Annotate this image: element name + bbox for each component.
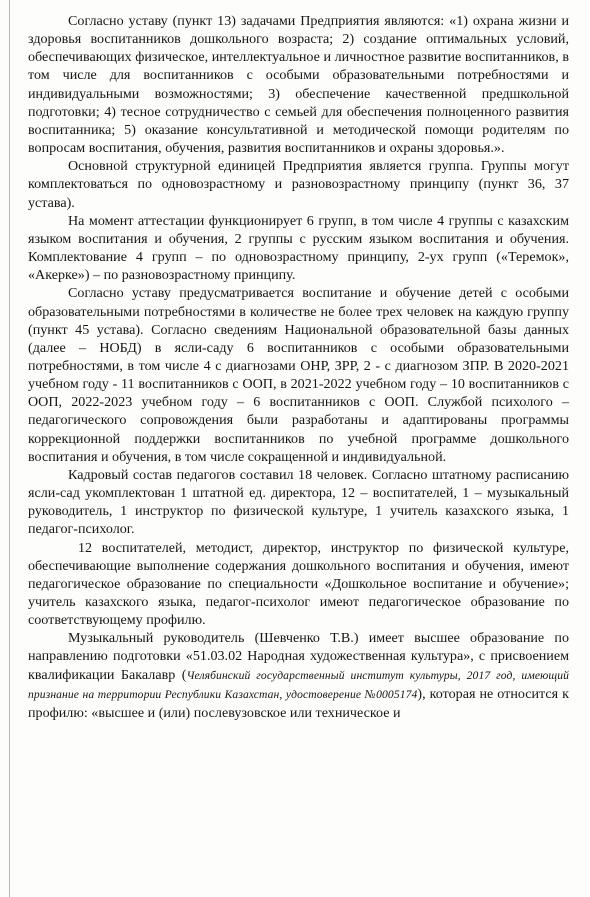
paragraph-charter-tasks: Согласно уставу (пункт 13) задачами Предприятия являются: «1) охрана жизни и здоровья воспитанников дошкольного возраста; 2) создание оптимальных условий, обеспечивающих физическое, интеллектуальное и личностное развитие воспитанников, в том числе для воспитанников с особыми образовательными потребностями и индивидуальными возможностями; 3) обеспечение качественной предшкольной подготовки; 4) тесное сотрудничество с семьей для обеспечения полноценного развития воспитанника; 5) оказание консультативной и методической помощи родителям по вопросам воспитания, обучения, развития воспитанников и охраны здоровья.». (28, 13, 569, 157)
paragraph-structural-unit: Основной структурной единицей Предприятия является группа. Группы могут комплектоваться по одновозрастному и разновозрастному принципу (пункт 36, 37 устава). (28, 158, 569, 211)
paragraph-special-needs: Согласно уставу предусматривается воспитание и обучение детей с особыми образовательными потребностями в количестве не более трех человек на каждую группу (пункт 45 устава). Согласно сведениям Национальной образовательной базы данных (далее – НОБД) в ясли-саду 6 воспитанников с особыми образовательными потребностями, в том числе 4 с диагнозами ОНР, ЗРР, 2 - с диагнозом ЗПР. В 2020-2021 учебном году - 11 воспитанников с ООП, в 2021-2022 учебном году – 10 воспитанников с ООП, 2022-2023 учебном году – 6 воспитанников с ООП. Службой психолого – педагогического сопровождения были разработаны и адаптированы программы коррекционной поддержки воспитанников по учебной программе дошкольного воспитания и обучения, в том числе сокращенной и индивидуальной. (28, 285, 569, 465)
music-director-text-after: ), которая не относится к профилю: «высшее и (или) послевузовское или техническое и (28, 685, 569, 721)
document-body (28, 12, 569, 722)
paragraph-music-director (28, 629, 569, 722)
paragraph-groups-count: На момент аттестации функционирует 6 групп, в том числе 4 группы с казахским языком воспитания и обучения, 2 группы с русским языком воспитания и обучения. Комплектование 4 групп – по одновозрастному принципу, 2-ух групп («Теремок», «Акерке») – по разновозрастному принципу. (28, 212, 569, 284)
music-director-text-before: Музыкальный руководитель (Шевченко Т.В.) имеет высшее образование по направлению подготовки «51.03.02 Народная художественная культура», с присвоением квалификации Бакалавр ( (28, 630, 569, 683)
page-left-border (9, 0, 10, 897)
paragraph-teachers-education: 12 воспитателей, методист, директор, инструктор по физической культуре, обеспечивающие выполнение содержания дошкольного воспитания и обучения, имеют педагогическое образование по специальности «Дошкольное воспитание и обучение»; учитель казахского языка, педагог-психолог имеют педагогическое образование по соответствующему профилю. (28, 539, 569, 629)
diploma-citation: Челябинский государственный институт культуры, 2017 год, имеющий признание на территории Республики Казахстан, удостоверение №0005174 (28, 668, 569, 701)
paragraph-staff: Кадровый состав педагогов составил 18 человек. Согласно штатному расписанию ясли-сад укомплектован 1 штатной ед. директора, 12 – воспитателей, 1 – музыкальный руководитель, 1 инструктор по физической культуре, 1 учитель казахского языка, 1 педагог-психолог. (28, 466, 569, 538)
